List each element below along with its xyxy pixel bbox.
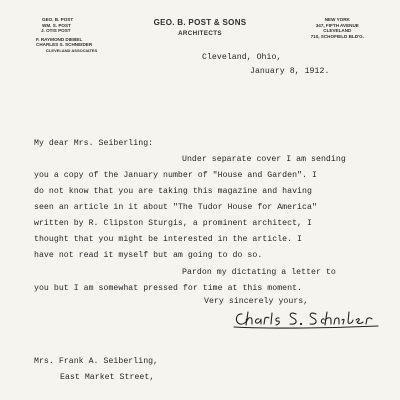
firm-name: GEO. B. POST & SONS xyxy=(153,18,247,27)
body-line: seen an article in it about "The Tudor House for America" xyxy=(34,203,317,212)
letter-place: Cleveland, Ohio, xyxy=(202,53,282,62)
partner-name: CHARLES S. SCHNEIDER xyxy=(36,42,93,48)
office-line: CLEVELAND xyxy=(323,28,352,34)
partner-name: F. RAYMOND DIEBEL xyxy=(36,36,83,42)
body-line: Under separate cover I am sending xyxy=(182,155,346,164)
body-line: written by R. Clipston Sturgis, a prominent architect, I xyxy=(34,219,312,228)
salutation: My dear Mrs. Seiberling: xyxy=(34,139,154,148)
body-line: you a copy of the January number of "House and Garden". I xyxy=(34,171,317,180)
body-line: do not know that you are taking this magazine and having xyxy=(34,187,312,196)
body-line: you but I am somewhat pressed for time at this moment. xyxy=(34,284,303,293)
letter-date: January 8, 1912. xyxy=(250,67,330,76)
firm-profession: ARCHITECTS xyxy=(178,30,222,37)
partner-name: J. OTIS POST xyxy=(41,28,71,34)
body-line: Pardon my dictating a letter to xyxy=(182,268,336,277)
body-line: thought that you might be interested in the article. I xyxy=(34,235,303,244)
recipient-line: Mrs. Frank A. Seiberling, xyxy=(34,357,159,366)
letterhead-offices xyxy=(311,17,364,39)
office-line: 710, SCHOFIELD BLD'G. xyxy=(310,33,364,39)
office-line: 347, FIFTH AVENUE xyxy=(315,22,359,28)
body-line: have not read it myself but am going to do so. xyxy=(34,251,263,260)
handwritten-signature xyxy=(232,308,382,330)
closing: Very sincerely yours, xyxy=(204,297,309,306)
recipient-line: East Market Street, xyxy=(60,373,155,382)
partner-name: WM. S. POST xyxy=(42,22,71,28)
partners-note: CLEVELAND ASSOCIATES xyxy=(46,47,98,53)
partner-name: GEO. B. POST xyxy=(42,17,74,22)
office-line: NEW YORK xyxy=(324,17,350,22)
